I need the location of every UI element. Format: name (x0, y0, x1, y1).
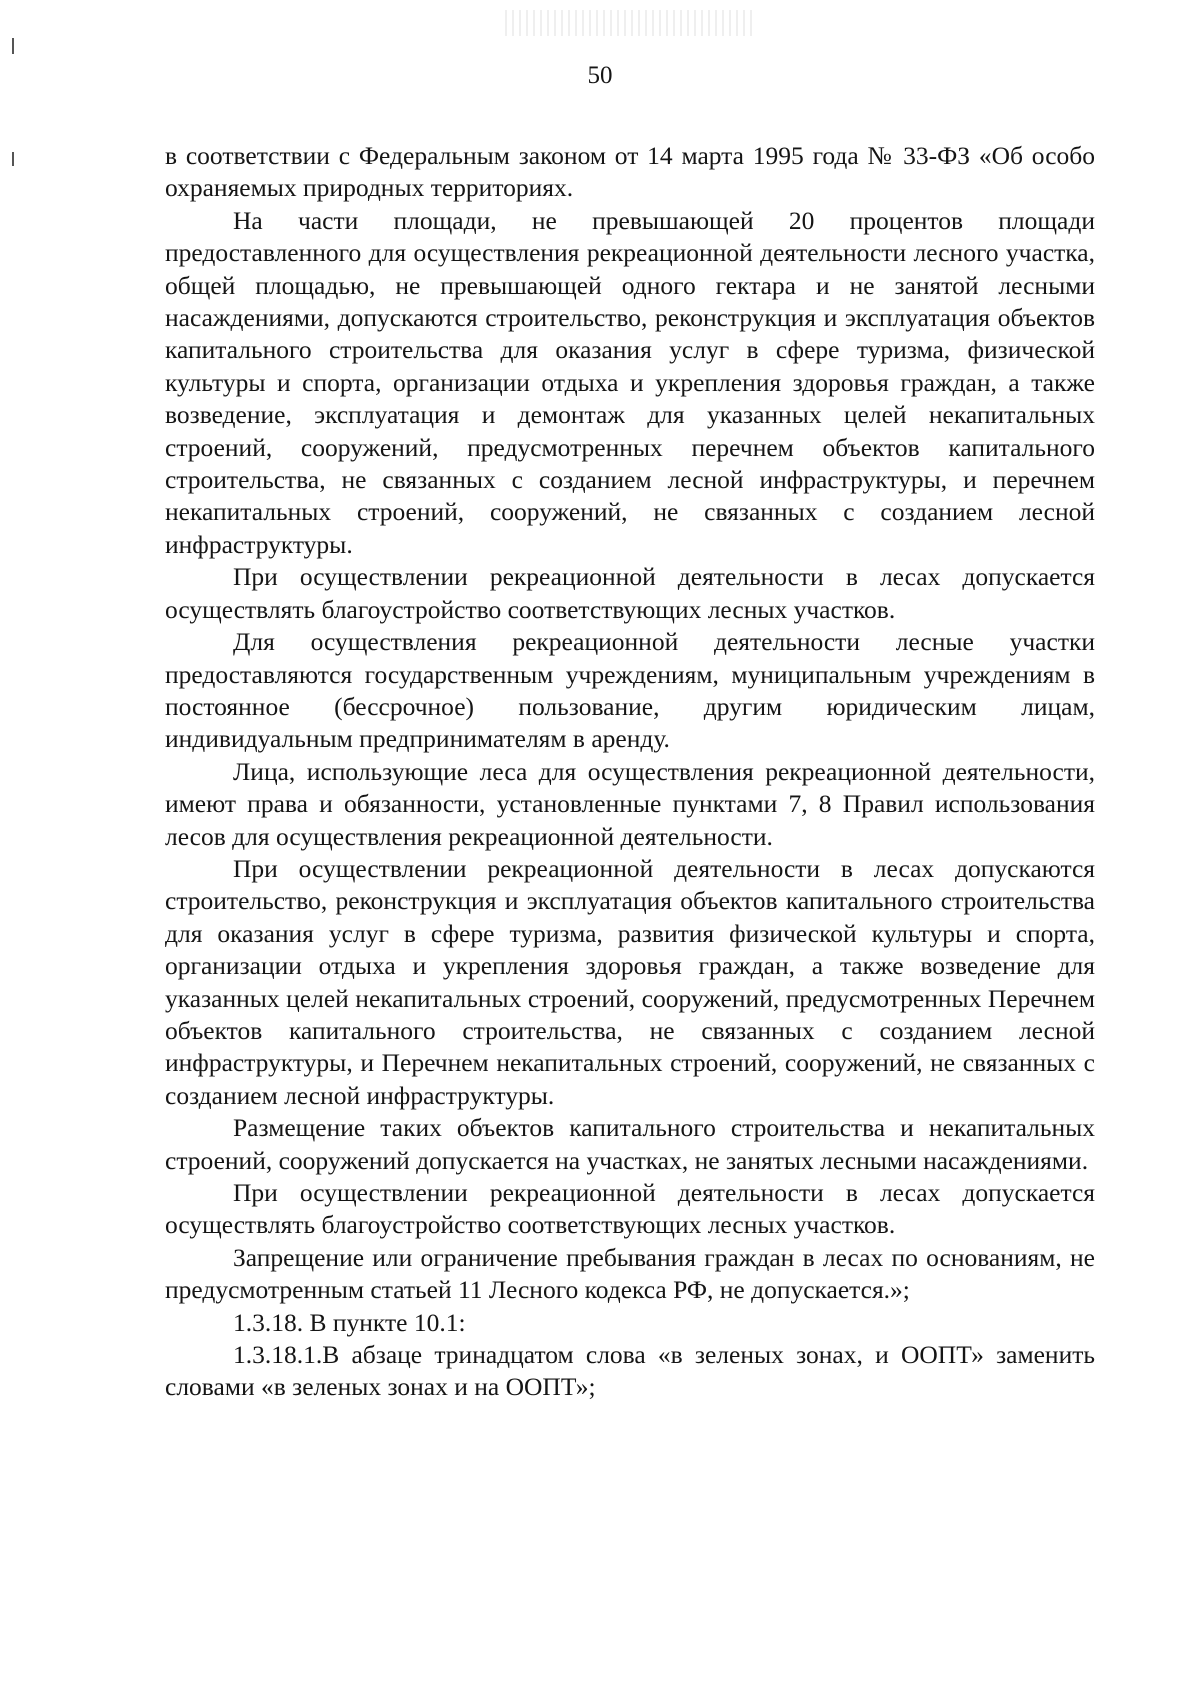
page-number: 50 (587, 62, 613, 89)
paragraph: 1.3.18. В пункте 10.1: (233, 1307, 466, 1337)
document-body (165, 140, 1095, 1404)
paragraph: Размещение таких объектов капитального строительства и некапитальных строений, сооружений допускается на участках, не занятых лесными насаждениями. (165, 1113, 1095, 1175)
scan-edge-mark (12, 38, 14, 54)
paragraph: Запрещение или ограничение пребывания граждан в лесах по основаниям, не предусмотренным статьей 11 Лесного кодекса РФ, не допускается.»; (165, 1242, 1095, 1305)
scan-noise (505, 10, 755, 36)
paragraph: Для осуществления рекреационной деятельности лесные участки предоставляются государственным учреждениям, муниципальным учреждениям в постоянное (бессрочное) пользование, другим юридическим лицам, индивидуальным предпринимателям в аренду. (165, 627, 1095, 754)
paragraph: При осуществлении рекреационной деятельности в лесах допускается осуществлять благоустройство соответствующих лесных участков. (165, 1178, 1095, 1240)
paragraph: Лица, использующие леса для осуществления рекреационной деятельности, имеют права и обязанности, установленные пунктами 7, 8 Правил использования лесов для осуществления рекреационной деятельности. (165, 756, 1095, 851)
paragraph: При осуществлении рекреационной деятельности в лесах допускаются строительство, реконструкция и эксплуатация объектов капитального строительства для оказания услуг в сфере туризма, развития физической культуры и спорта, организации отдыха и укрепления здоровья граждан, а также возведение для указанных целей некапитальных строений, сооружений, предусмотренных Перечнем объектов капитального строительства, не связанных с созданием лесной инфраструктуры, и Перечнем некапитальных строений, сооружений, не связанных с созданием лесной инфраструктуры. (165, 853, 1095, 1110)
paragraph: На части площади, не превышающей 20 процентов площади предоставленного для осуществления рекреационной деятельности лесного участка, общей площадью, не превышающей одного гектара и не занятой лесными насаждениями, допускаются строительство, реконструкция и эксплуатация объектов капитального строительства для оказания услуг в сфере туризма, физической культуры и спорта, организации отдыха и укрепления здоровья граждан, а также возведение, эксплуатация и демонтаж для указанных целей некапитальных строений, сооружений, предусмотренных перечнем объектов капитального строительства, не связанных с созданием лесной инфраструктуры, и перечнем некапитальных строений, сооружений, не связанных с созданием лесной инфраструктуры. (165, 205, 1095, 559)
paragraph: в соответствии с Федеральным законом от 14 марта 1995 года № 33-ФЗ «Об особо охраняемых природных территориях. (165, 141, 1095, 203)
paragraph: 1.3.18.1.В абзаце тринадцатом слова «в зеленых зонах, и ООПТ» заменить словами «в зеленых зонах и на ООПТ»; (165, 1340, 1095, 1402)
scan-edge-mark (12, 152, 14, 166)
paragraph: При осуществлении рекреационной деятельности в лесах допускается осуществлять благоустройство соответствующих лесных участков. (165, 562, 1095, 624)
